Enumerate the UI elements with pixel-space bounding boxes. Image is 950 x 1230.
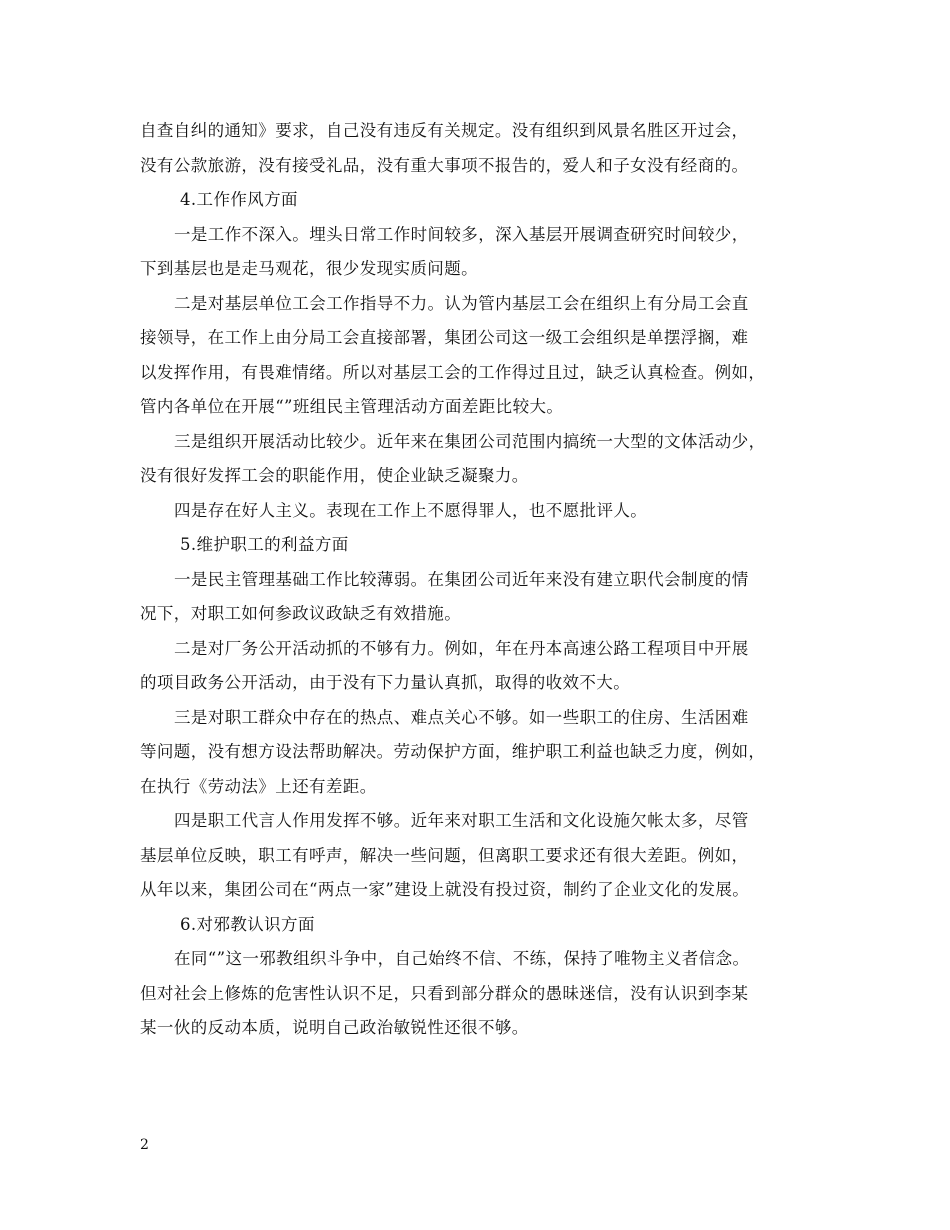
text-line: 接领导，在工作上由分局工会直接部署，集团公司这一级工会组织是单摆浮搁，难 (140, 328, 749, 347)
section-heading: 5.维护职工的利益方面 (180, 535, 349, 554)
text-line: 从年以来，集团公司在“两点一家”建设上就没有投过资，制约了企业文化的发展。 (140, 880, 750, 899)
text-line: 三是组织开展活动比较少。近年来在集团公司范围内搞统一大型的文体活动少， (174, 431, 766, 451)
text-line: 况下，对职工如何参政议政缺乏有效措施。 (140, 604, 462, 623)
text-line: 一是民主管理基础工作比较薄弱。在集团公司近年来没有建立职代会制度的情 (174, 569, 749, 589)
text-line: 四是存在好人主义。表现在工作上不愿得罪人，也不愿批评人。 (174, 500, 648, 520)
document-body (140, 114, 820, 1046)
text-line: 等问题，没有想方设法帮助解决。劳动保护方面，维护职工利益也缺乏力度，例如， (140, 742, 766, 761)
text-line: 基层单位反映，职工有呼声，解决一些问题，但离职工要求还有很大差距。例如， (140, 845, 749, 865)
text-line: 二是对厂务公开活动抓的不够有力。例如，年在丹本高速公路工程项目中开展 (174, 638, 749, 658)
text-line: 但对社会上修炼的危害性认识不足，只看到部分群众的愚昧迷信，没有认识到李某 (140, 983, 749, 1003)
text-line: 某一伙的反动本质，说明自己政治敏锐性还很不够。 (140, 1018, 529, 1037)
text-line: 以发挥作用，有畏难情绪。所以对基层工会的工作得过且过，缺乏认真检查。例如， (140, 362, 766, 382)
text-line: 的项目政务公开活动，由于没有下力量认真抓，取得的收效不大。 (140, 673, 631, 692)
text-line: 一是工作不深入。埋头日常工作时间较多，深入基层开展调查研究时间较少， (174, 224, 749, 244)
section-heading: 4.工作作风方面 (180, 190, 298, 209)
section-heading: 6.对邪教认识方面 (180, 914, 315, 934)
text-line: 在同“”这一邪教组织斗争中，自己始终不信、不练，保持了唯物主义者信念。 (174, 949, 750, 968)
text-line: 没有公款旅游，没有接受礼品，没有重大事项不报告的，爱人和子女没有经商的。 (140, 155, 749, 175)
page-number: 2 (140, 1137, 149, 1153)
text-line: 二是对基层单位工会工作指导不力。认为管内基层工会在组织上有分局工会直 (174, 293, 749, 313)
text-line: 管内各单位在开展“”班组民主管理活动方面差距比较大。 (140, 397, 564, 416)
text-line: 在执行《劳动法》上还有差距。 (140, 776, 377, 796)
text-line: 自查自纠的通知》要求，自己没有违反有关规定。没有组织到风景名胜区开过会， (140, 121, 749, 140)
text-line: 下到基层也是走马观花，很少发现实质问题。 (140, 259, 478, 278)
text-line: 三是对职工群众中存在的热点、难点关心不够。如一些职工的住房、生活困难 (174, 707, 749, 727)
text-line: 没有很好发挥工会的职能作用，使企业缺乏凝聚力。 (140, 466, 529, 485)
text-line: 四是职工代言人作用发挥不够。近年来对职工生活和文化设施欠帐太多，尽管 (174, 811, 749, 830)
